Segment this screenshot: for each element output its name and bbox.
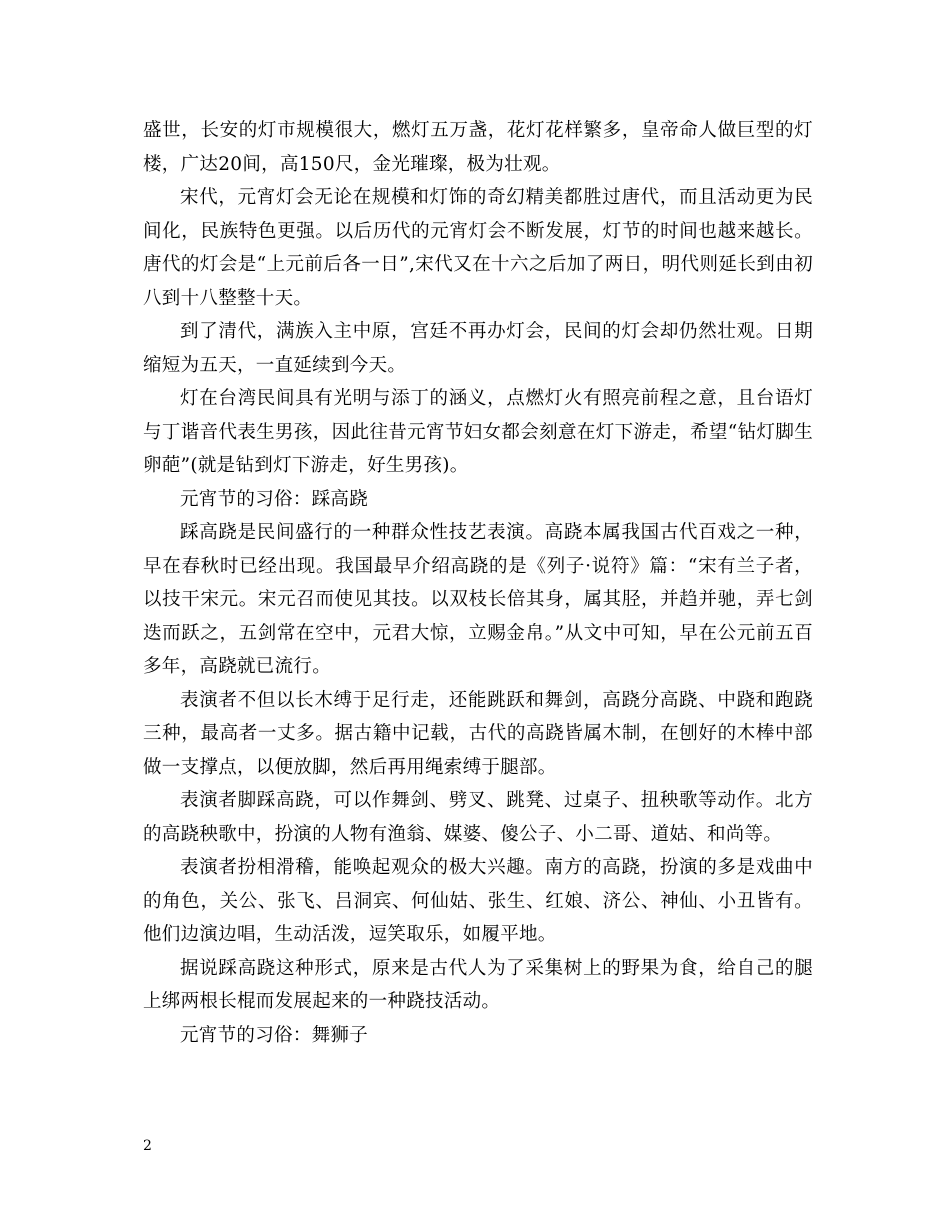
section-heading-stilts: 元宵节的习俗：踩高跷 xyxy=(180,488,369,510)
paragraph-song-lantern-festival: 宋代，元宵灯会无论在规模和灯饰的奇幻精美都胜过唐代，而且活动更为民间化，民族特色更强。以后历代的元宵灯会不断发展，灯节的时间也越来越长。唐代的灯会是“上元前后各一日”,宋代又在十六之后加了两日，明代则延长到由初八到十八整整十天。 xyxy=(143,187,813,309)
paragraph-tang-lantern-market: 盛世，长安的灯市规模很大，燃灯五万盏，花灯花样繁多，皇帝命人做巨型的灯楼，广达20间，高150尺，金光璀璨，极为壮观。 xyxy=(143,120,813,175)
paragraph-qing-dynasty: 到了清代，满族入主中原，宫廷不再办灯会，民间的灯会却仍然壮观。日期缩短为五天，一直延续到今天。 xyxy=(143,321,813,376)
document-body xyxy=(143,114,813,1052)
section-heading-lion-dance: 元宵节的习俗：舞狮子 xyxy=(180,1024,369,1046)
page-number: 2 xyxy=(143,1138,152,1154)
paragraph-stilts-types: 表演者不但以长木缚于足行走，还能跳跃和舞剑，高跷分高跷、中跷和跑跷三种，最高者一丈多。据古籍中记载，古代的高跷皆属木制，在刨好的木棒中部做一支撑点，以便放脚，然后再用绳索缚于腿部。 xyxy=(143,689,813,778)
paragraph-taiwan-lantern: 灯在台湾民间具有光明与添丁的涵义，点燃灯火有照亮前程之意，且台语灯与丁谐音代表生男孩，因此往昔元宵节妇女都会刻意在灯下游走，希望“钻灯脚生卵葩”(就是钻到灯下游走，好生男孩)。 xyxy=(143,388,813,476)
paragraph-stilts-history: 踩高跷是民间盛行的一种群众性技艺表演。高跷本属我国古代百戏之一种，早在春秋时已经出现。我国最早介绍高跷的是《列子·说符》篇：“宋有兰子者，以技干宋元。宋元召而使见其技。以双枝长倍其身，属其胫，并趋并驰，弄七剑迭而跃之，五剑常在空中，元君大惊，立赐金帛。”从文中可知，早在公元前五百多年，高跷就已流行。 xyxy=(143,522,813,677)
paragraph-stilts-north: 表演者脚踩高跷，可以作舞剑、劈叉、跳凳、过桌子、扭秧歌等动作。北方的高跷秧歌中，扮演的人物有渔翁、媒婆、傻公子、小二哥、道姑、和尚等。 xyxy=(143,790,813,845)
paragraph-stilts-origin: 据说踩高跷这种形式，原来是古代人为了采集树上的野果为食，给自己的腿上绑两根长棍而发展起来的一种跷技活动。 xyxy=(143,957,813,1012)
paragraph-stilts-south: 表演者扮相滑稽，能唤起观众的极大兴趣。南方的高跷，扮演的多是戏曲中的角色，关公、张飞、吕洞宾、何仙姑、张生、红娘、济公、神仙、小丑皆有。他们边演边唱，生动活泼，逗笑取乐，如履平地。 xyxy=(143,857,813,945)
